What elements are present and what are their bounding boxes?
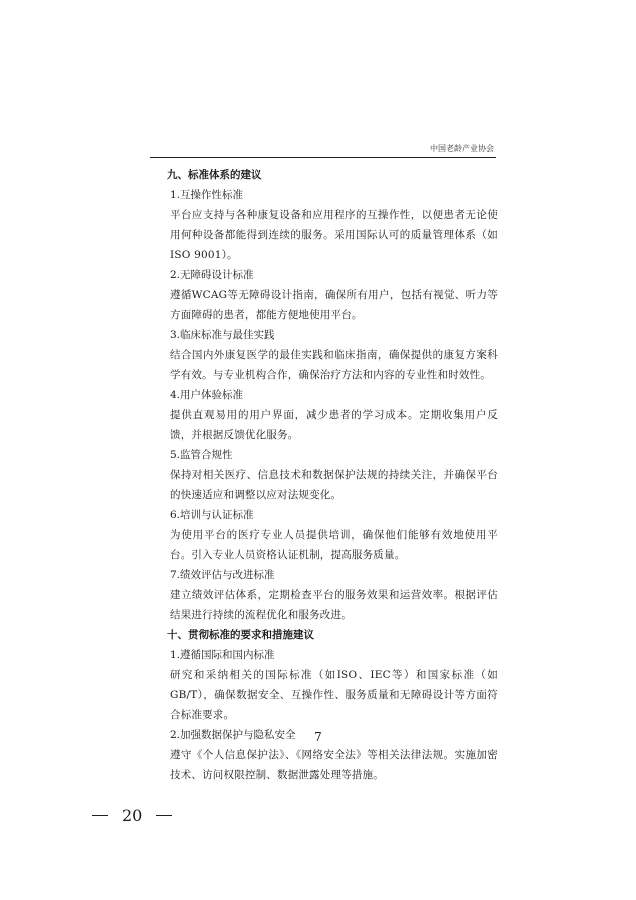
subsection-heading: 2.加强数据保护与隐私安全 (170, 729, 296, 741)
subsection-heading: 2.无障碍设计标准 (170, 269, 254, 281)
header-organization: 中国老龄产业协会 (430, 144, 494, 153)
section-heading: 十、贯彻标准的要求和措施建议 (167, 629, 314, 641)
section-heading: 九、标准体系的建议 (167, 169, 262, 181)
subsection-heading: 1.遵循国际和国内标准 (170, 649, 275, 661)
folio-right-dash (156, 815, 172, 816)
body-paragraph: 遵守《个人信息保护法》、《网络安全法》等相关法律法规。实施加密技术、访问权限控制、数据泄露处理等措施。 (170, 749, 498, 781)
header-rule (150, 157, 496, 158)
document-body (167, 165, 498, 785)
page-number: 7 (314, 730, 322, 744)
subsection-heading: 1.互操作性标准 (170, 189, 244, 201)
subsection-heading: 3.临床标准与最佳实践 (170, 329, 275, 341)
folio-left-dash (92, 815, 108, 816)
body-paragraph: 遵循WCAG等无障碍设计指南，确保所有用户，包括有视觉、听力等方面障碍的患者，都能方便地使用平台。 (170, 289, 498, 321)
body-paragraph: 建立绩效评估体系，定期检查平台的服务效果和运营效率。根据评估结果进行持续的流程优化和服务改进。 (170, 589, 498, 621)
body-paragraph: 提供直观易用的用户界面，减少患者的学习成本。定期收集用户反馈，并根据反馈优化服务。 (170, 409, 498, 441)
body-paragraph: 研究和采纳相关的国际标准（如ISO、IEC等）和国家标准（如GB/T），确保数据安全、互操作性、服务质量和无障碍设计等方面符合标准要求。 (170, 669, 498, 721)
folio (92, 806, 172, 825)
body-paragraph: 为使用平台的医疗专业人员提供培训，确保他们能够有效地使用平台。引入专业人员资格认证机制，提高服务质量。 (170, 529, 498, 561)
subsection-heading: 5.监管合规性 (170, 449, 233, 461)
body-paragraph: 平台应支持与各种康复设备和应用程序的互操作性，以便患者无论使用何种设备都能得到连续的服务。采用国际认可的质量管理体系（如ISO 9001）。 (170, 209, 498, 261)
body-paragraph: 结合国内外康复医学的最佳实践和临床指南，确保提供的康复方案科学有效。与专业机构合作，确保治疗方法和内容的专业性和时效性。 (170, 349, 498, 381)
subsection-heading: 4.用户体验标准 (170, 389, 244, 401)
body-paragraph: 保持对相关医疗、信息技术和数据保护法规的持续关注，并确保平台的快速适应和调整以应对法规变化。 (170, 469, 498, 501)
subsection-heading: 6.培训与认证标准 (170, 509, 254, 521)
subsection-heading: 7.绩效评估与改进标准 (170, 569, 275, 581)
folio-number: 20 (122, 806, 143, 825)
